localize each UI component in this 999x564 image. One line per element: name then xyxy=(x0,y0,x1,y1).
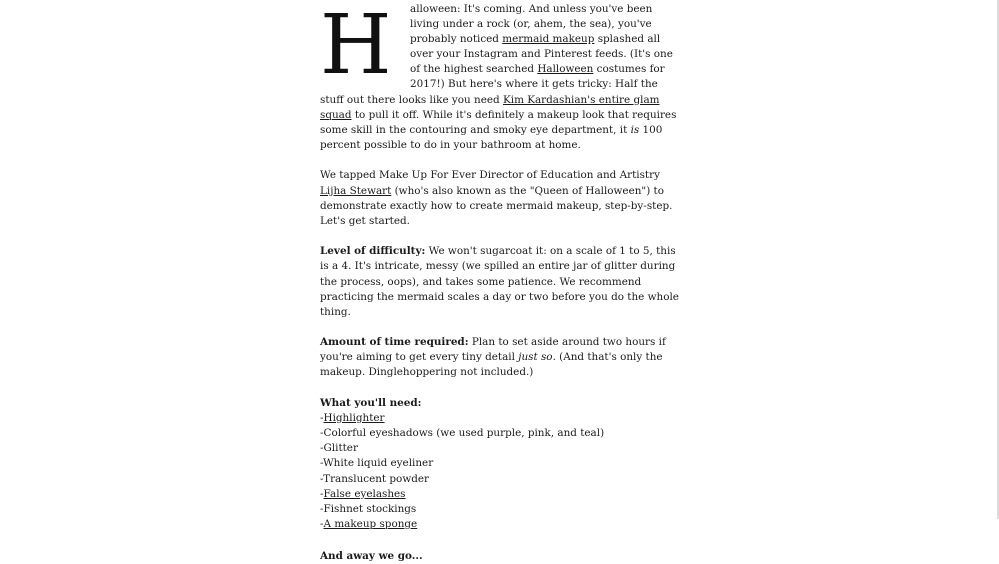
halloween-link[interactable]: Halloween xyxy=(537,63,594,76)
false-eyelashes-link[interactable]: False eyelashes xyxy=(323,487,406,500)
lijha-stewart-link[interactable]: Lijha Stewart xyxy=(320,184,392,197)
time-paragraph xyxy=(320,335,682,380)
text: costumes for 2017!) But here's where it gets tricky: Half the stuff out there looks like you need xyxy=(320,63,665,106)
difficulty-label: Level of difficulty: xyxy=(320,245,426,258)
glam-squad-link[interactable]: Kim Kardashian's entire glam squad xyxy=(320,93,660,121)
text: Plan to set aside around two hours if you're aiming to get every tiny detail xyxy=(320,336,666,364)
article-body xyxy=(320,2,682,564)
dash: - xyxy=(320,412,324,425)
supplies-section xyxy=(320,396,682,532)
text: alloween: It's coming. And unless you've been living under a rock (or, ahem, the sea), you've probably noticed xyxy=(410,3,653,46)
text: . (And that's only the makeup. Dinglehoppering not included.) xyxy=(320,351,663,379)
emphasis: just so xyxy=(518,351,553,364)
time-label: Amount of time required: xyxy=(320,336,469,349)
text: to pull it off. While it's definitely a makeup look that requires some skill in the contouring and smoky eye department, it xyxy=(320,108,677,136)
dash: - xyxy=(320,487,324,500)
list-item: -White liquid eyeliner xyxy=(320,457,434,470)
list-item xyxy=(320,487,682,502)
highlighter-link[interactable]: Highlighter xyxy=(323,412,385,425)
emphasis: is xyxy=(630,123,640,136)
drop-cap: H xyxy=(320,0,392,93)
list-item: -Translucent powder xyxy=(320,472,429,485)
intro-paragraph xyxy=(320,2,682,153)
list-item: -Colorful eyeshadows (we used purple, pink, and teal) xyxy=(320,427,605,440)
list-item xyxy=(320,411,682,426)
closing-line: And away we go... xyxy=(320,549,423,562)
mermaid-makeup-link[interactable]: mermaid makeup xyxy=(502,33,595,46)
text: We tapped Make Up For Ever Director of Education and Artistry xyxy=(320,169,660,182)
text: (who's also known as the "Queen of Halloween") to demonstrate exactly how to create mermaid makeup, step-by-step. Let's get started. xyxy=(320,184,673,227)
supplies-heading: What you'll need: xyxy=(320,397,422,410)
list-item: -Fishnet stockings xyxy=(320,502,417,515)
dash: - xyxy=(320,517,324,530)
expert-paragraph xyxy=(320,168,682,228)
text: splashed all over your Instagram and Pinterest feeds. (It's one of the highest searched xyxy=(410,33,673,76)
supplies-list xyxy=(320,411,682,532)
makeup-sponge-link[interactable]: A makeup sponge xyxy=(323,517,418,530)
list-item: -Glitter xyxy=(320,442,358,455)
list-item xyxy=(320,517,682,532)
difficulty-paragraph xyxy=(320,244,682,319)
text: We won't sugarcoat it: on a scale of 1 to 5, this is a 4. It's intricate, messy (we spilled an entire jar of glitter during the process, oops), and takes some patience. We recommend practicing the mermaid scales a day or two before you do the whole thing. xyxy=(320,245,679,318)
text: 100 percent possible to do in your bathroom at home. xyxy=(320,123,663,151)
